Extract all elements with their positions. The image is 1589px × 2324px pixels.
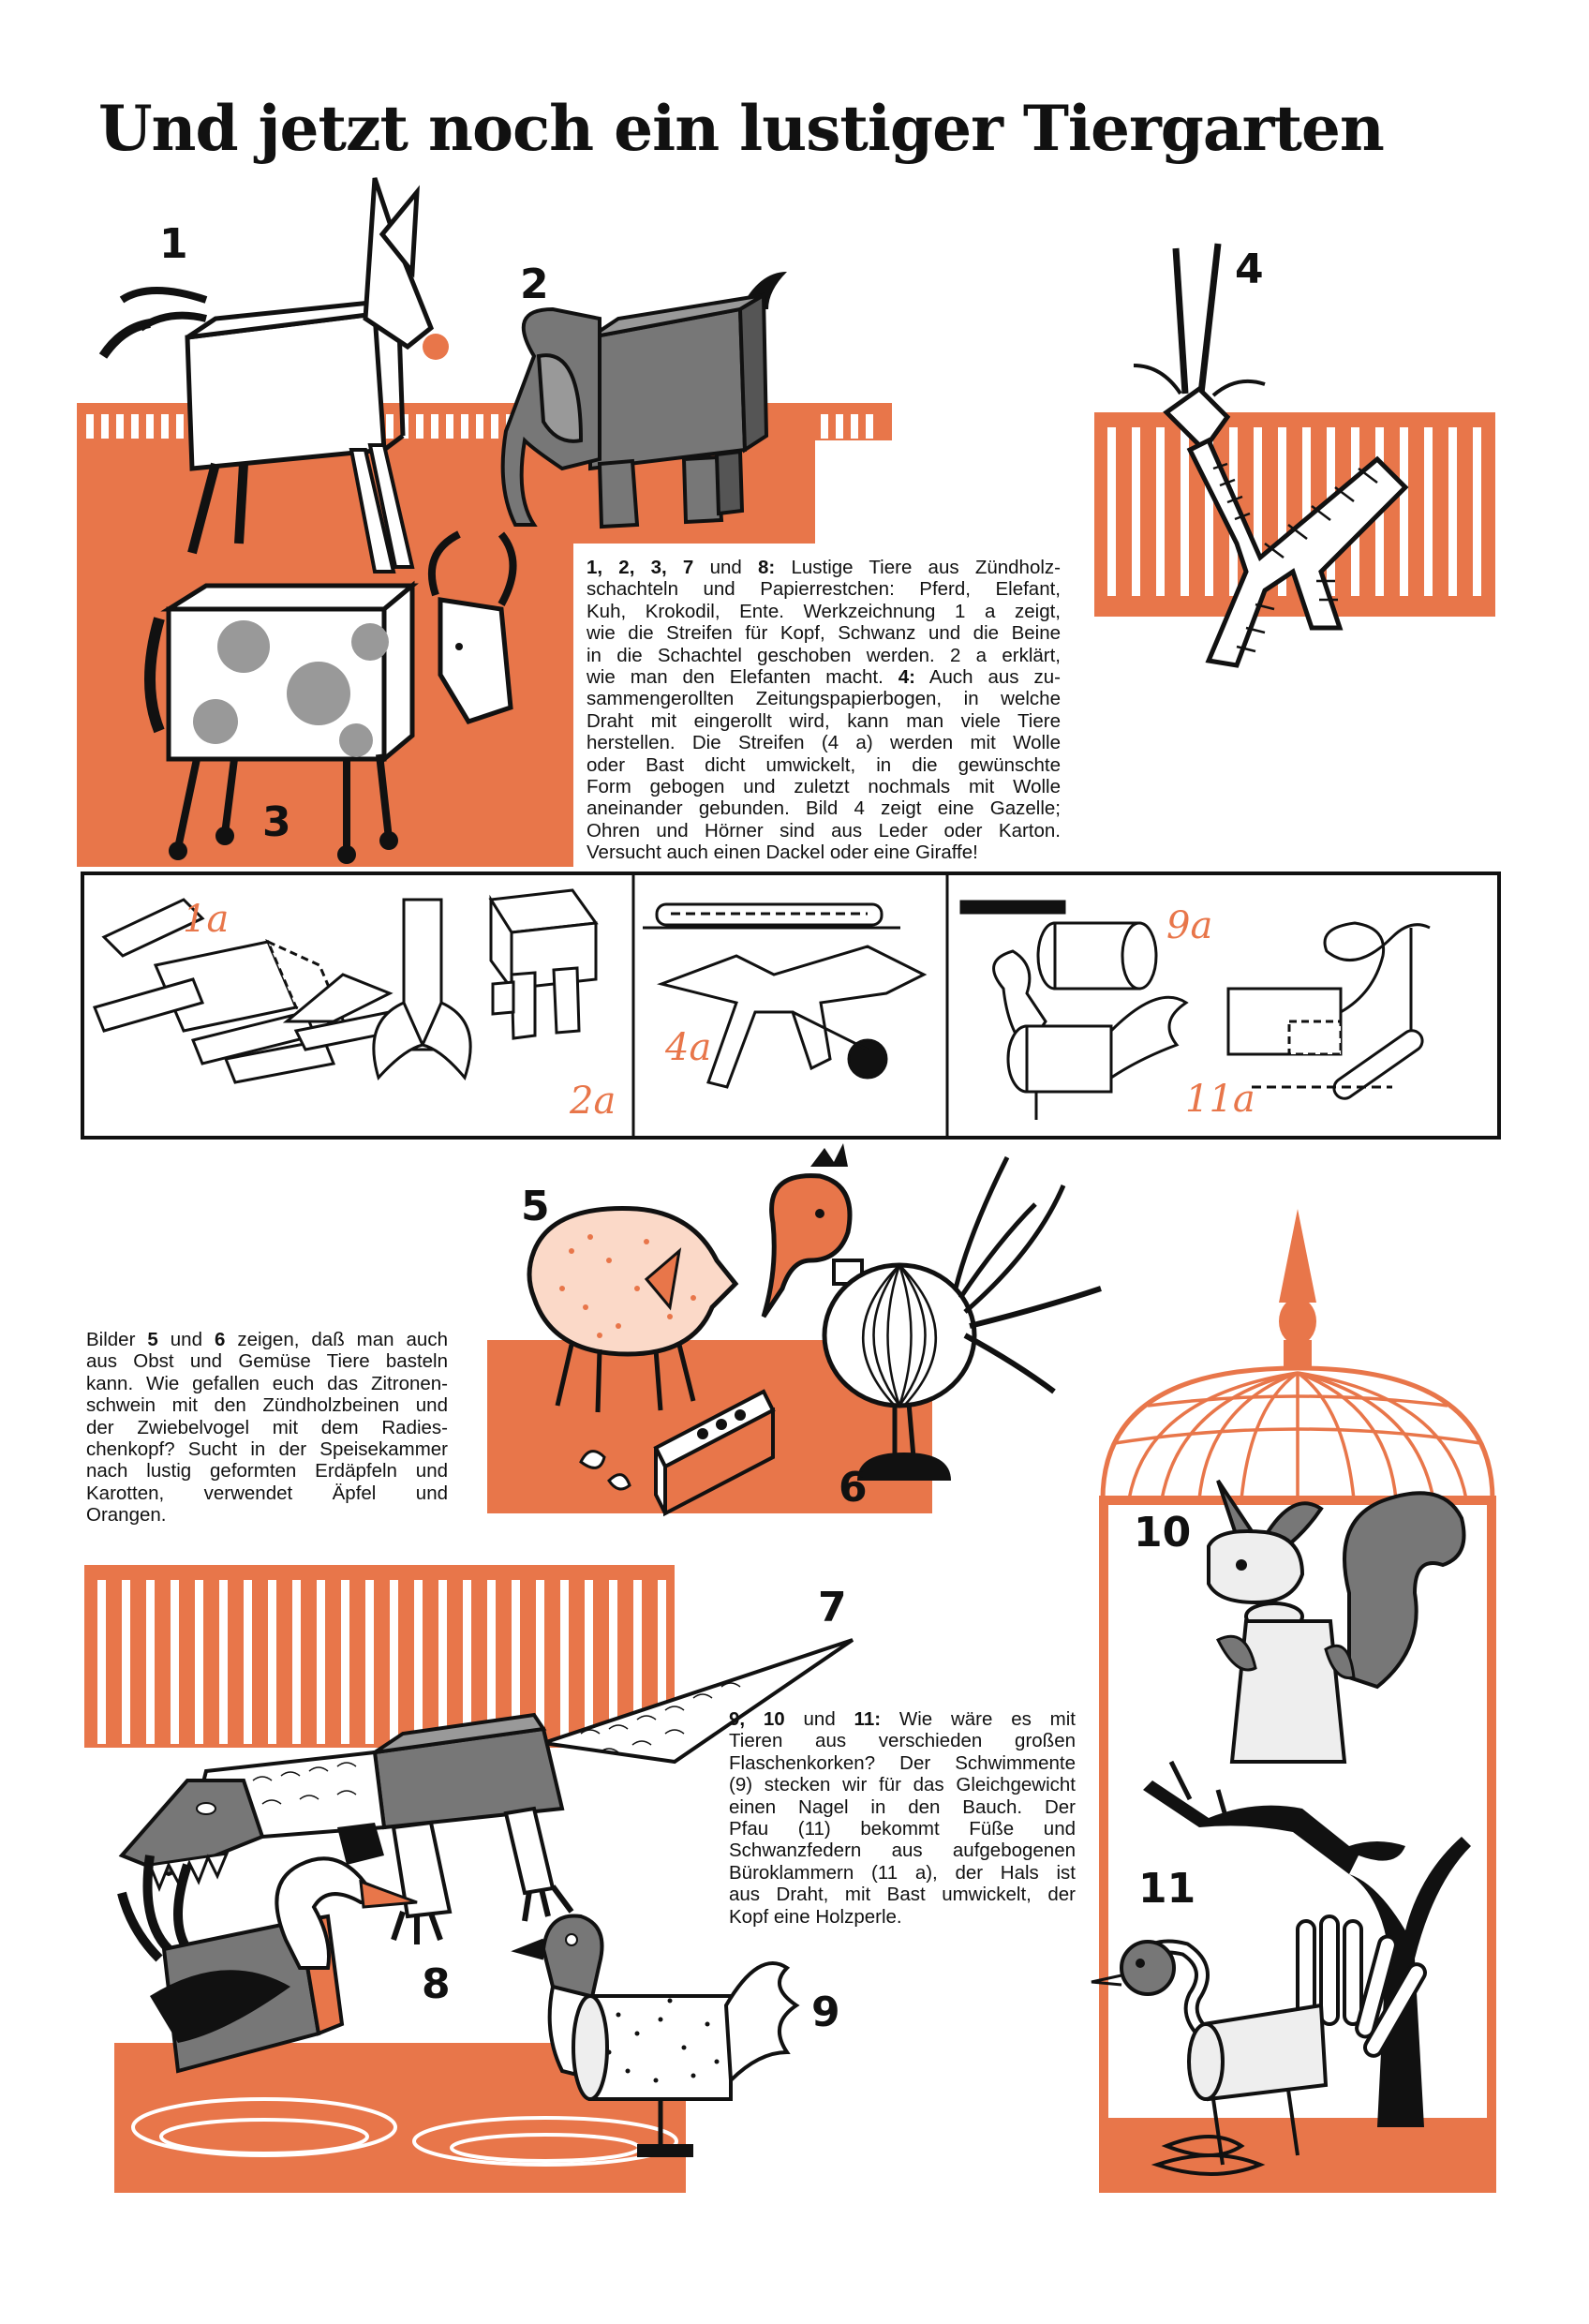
p3-line-4: (9) stecken wir für das Gleichgewicht (729, 1774, 1076, 1796)
p1-line-6: wie man den Elefanten macht. (587, 666, 884, 689)
peacock-illustration (1082, 1912, 1476, 2193)
figure-label-11a: 11a (1185, 1078, 1255, 1121)
p1-line-5: in die Schachtel geschoben werden. 2 a erklärt, (587, 644, 1061, 666)
elephant-illustration (450, 253, 806, 544)
p1-line-11: Form gebogen und zuletzt nochmals mit Wolle (587, 776, 1061, 798)
p2-line-3: kann. Wie gefallen euch das Zitronen- (86, 1372, 448, 1394)
figure-number-3: 3 (262, 798, 291, 846)
p3-line-1-end: Wie wäre es mit (898, 1708, 1076, 1730)
p1-line-3: Kuh, Krokodil, Ente. Werkzeichnung 1 a zeigt, (587, 600, 1061, 622)
p3-line-6: Pfau (11) bekommt Füße und (729, 1818, 1076, 1840)
p3-lead: 9, 10 (729, 1708, 785, 1730)
duck-illustration (487, 1893, 824, 2193)
figure-number-2: 2 (520, 261, 549, 308)
swan-illustration (112, 1827, 431, 2137)
p1-line-12: aneinander gebunden. Bild 4 zeigt eine Gazelle; (587, 797, 1061, 820)
p2-line-9: Orangen. (86, 1504, 167, 1527)
figure-number-5: 5 (521, 1183, 550, 1230)
figure-label-4a: 4a (665, 1026, 712, 1069)
p1-line-6b: 4: (898, 666, 915, 689)
p1-line-4: wie die Streifen für Kopf, Schwanz und die Beine (587, 622, 1061, 645)
p2-word-und: und (170, 1329, 202, 1350)
p3-line-9: aus Draht, mit Bast umwickelt, der (729, 1884, 1076, 1906)
p3-line-3: Flaschenkorken? Der Schwimmente (729, 1751, 1076, 1774)
figure-label-1a: 1a (183, 898, 230, 941)
p1-line-1: Lustige Tiere aus Zündholz- (791, 557, 1061, 578)
page-title: Und jetzt noch ein lustiger Tiergarten (98, 92, 1384, 165)
p1-line-2: schachteln und Papierrestchen: Pferd, Elefant, (587, 578, 1061, 601)
figure-number-1: 1 (159, 220, 188, 268)
p1-line-7: sammengerollten Zeitungspapierbogen, in welche (587, 688, 1061, 710)
p1-line-6c: Auch aus zu- (928, 666, 1061, 689)
figure-number-6: 6 (839, 1464, 868, 1512)
tray-illustration (572, 1378, 815, 1527)
figure-number-4: 4 (1235, 246, 1264, 293)
paragraph-3 (729, 1708, 1076, 1928)
figure-number-8: 8 (422, 1960, 451, 2008)
p2-line-6: chenkopf? Sucht in der Speisekammer (86, 1438, 448, 1461)
p1-line-14: Versucht auch einen Dackel oder eine Giraffe! (587, 842, 978, 864)
p3-lead-und: und (803, 1708, 836, 1730)
squirrel-illustration (1162, 1462, 1471, 1780)
p1-line-13: Ohren und Hörner sind aus Leder oder Karton. (587, 819, 1061, 842)
p2-num-5: 5 (147, 1329, 158, 1350)
p3-lead-11: 11: (854, 1708, 882, 1730)
horse-illustration (84, 216, 478, 572)
p2-line-1-end: zeigen, daß man auch (237, 1329, 448, 1350)
p1-line-9: herstellen. Die Streifen (4 a) werden mit Wolle (587, 732, 1061, 754)
p1-line-8: Draht mit eingerollt wird, kann man viele Tiere (587, 709, 1061, 732)
p2-line-4: schwein mit den Zündholzbeinen und (86, 1394, 448, 1417)
figure-number-7: 7 (818, 1584, 847, 1631)
figure-label-9a: 9a (1166, 904, 1213, 947)
p2-line-7: nach lustig geformten Erdäpfeln und (86, 1460, 448, 1482)
paragraph-2 (86, 1329, 448, 1527)
p3-line-2: Tieren aus verschieden großen (729, 1730, 1076, 1752)
p2-line-5: der Zwiebelvogel mit dem Radies- (86, 1416, 448, 1438)
p3-line-5: einen Nagel in den Bauch. Der (729, 1795, 1076, 1818)
p3-line-10: Kopf eine Holzperle. (729, 1905, 902, 1928)
figure-label-2a: 2a (570, 1080, 616, 1123)
p2-line-8: Karotten, verwendet Äpfel und (86, 1482, 448, 1504)
gazelle-illustration (1096, 234, 1490, 684)
paragraph-1 (587, 557, 1061, 864)
instruction-diagram-box (81, 872, 1505, 1143)
p2-word-bilder: Bilder (86, 1329, 136, 1350)
figure-number-10: 10 (1134, 1509, 1192, 1557)
p1-line-10: oder Bast dicht umwickelt, in die gewünschte (587, 753, 1061, 776)
p1-lead2: 8: (758, 557, 776, 578)
figure-number-9: 9 (811, 1989, 840, 2036)
p3-line-7: Schwanzfedern aus aufgebogenen (729, 1840, 1076, 1862)
p1-lead-and: und (709, 557, 742, 578)
p2-line-2: aus Obst und Gemüse Tiere basteln (86, 1350, 448, 1373)
p1-lead: 1, 2, 3, 7 (587, 557, 694, 578)
p3-line-8: Büroklammern (11 a), der Hals ist (729, 1861, 1076, 1884)
cow-illustration (131, 534, 534, 872)
p2-num-6: 6 (214, 1329, 226, 1350)
figure-number-11: 11 (1138, 1865, 1196, 1913)
